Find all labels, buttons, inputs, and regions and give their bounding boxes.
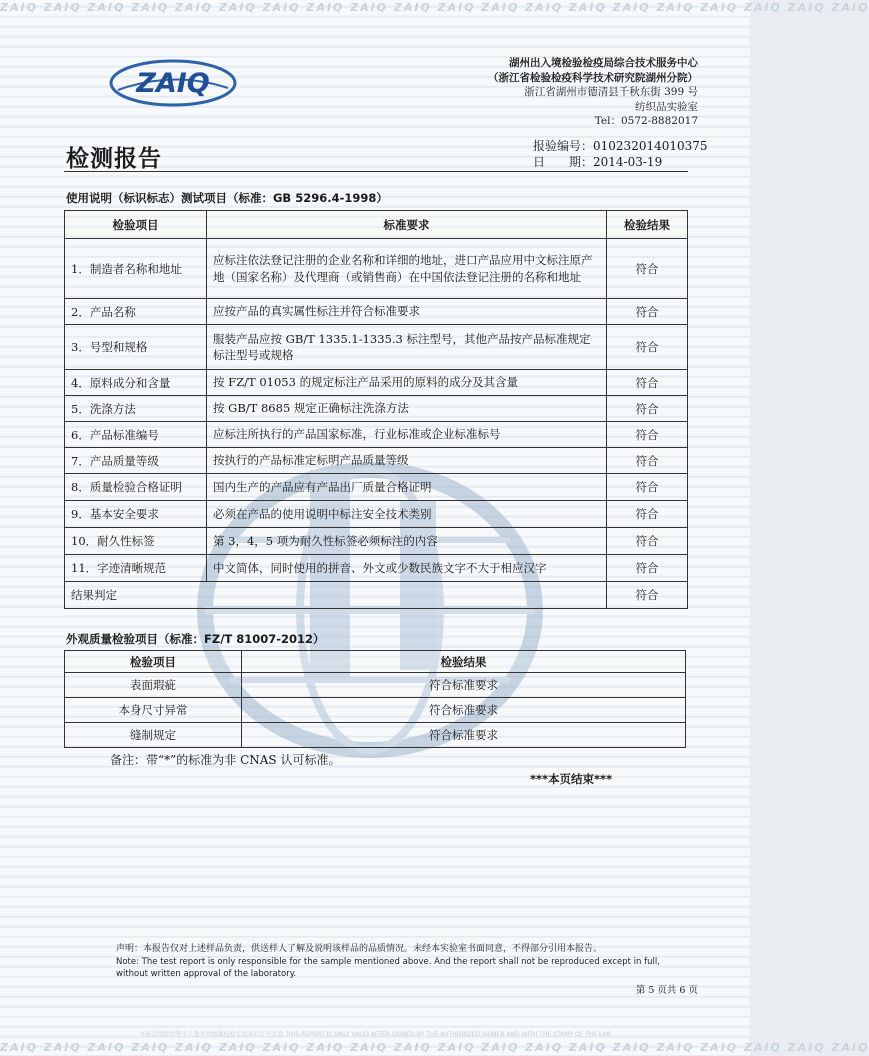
disclaimer-cn: 声明：本报告仅对上述样品负责，供送样人了解及说明该样品的品质情况。未经本实验室书面同意，不得部分引用本报告。: [116, 944, 603, 954]
table-row: [65, 474, 688, 501]
row-result: 符合: [607, 448, 688, 474]
row-item: 1．制造者名称和地址: [65, 239, 207, 299]
table-row: [65, 239, 688, 299]
row-requirement: 服装产品应按 GB/T 1335.1-1335.3 标注型号，其他产品按产品标准规定标注型号或规格: [207, 325, 607, 370]
row-item: 表面瑕疵: [65, 673, 242, 698]
conclusion-result: 符合: [607, 582, 688, 609]
remark-note: 备注：带“*”的标准为非 CNAS 认可标准。: [110, 753, 341, 767]
row-result: 符合: [607, 370, 688, 396]
row-requirement: 按 GB/T 8685 规定正确标注洗涤方法: [207, 396, 607, 422]
security-band-top: ZAIQ ZAIQ ZAIQ ZAIQ ZAIQ ZAIQ ZAIQ ZAIQ ZAIQ ZAIQ ZAIQ ZAIQ ZAIQ ZAIQ ZAIQ ZAIQ ZAIQ ZAIQ ZAIQ ZAIQ: [0, 1, 869, 14]
labeling-test-table: [64, 210, 688, 609]
row-requirement: 按执行的产品标准定标明产品质量等级: [207, 448, 607, 474]
col-header-result: 检验结果: [242, 651, 686, 673]
disclaimer-en-2: without written approval of the laboratory.: [116, 969, 297, 979]
row-item: 4．原料成分和含量: [65, 370, 207, 396]
report-date: 2014-03-19: [593, 155, 663, 169]
zaiq-logo: [108, 58, 238, 108]
row-item: 10．耐久性标签: [65, 528, 207, 555]
section1-title: 使用说明（标识标志）测试项目（标准：GB 5296.4-1998）: [66, 191, 388, 205]
row-requirement: 国内生产的产品应有产品出厂质量合格证明: [207, 474, 607, 501]
row-requirement: 中文简体，同时使用的拼音、外文或少数民族文字不大于相应汉字: [207, 555, 607, 582]
row-item: 6．产品标准编号: [65, 422, 207, 448]
conclusion-row: [65, 582, 688, 609]
conclusion-label: 结果判定: [65, 582, 607, 609]
table-row: [65, 448, 688, 474]
report-date-label: 日 期：: [533, 155, 594, 169]
logo-text: ZAIQ: [136, 68, 210, 99]
org-name: 湖州出入境检验检疫局综合技术服务中心: [509, 57, 698, 69]
page-end-mark: ***本页结束***: [530, 772, 613, 786]
col-header-requirement: 标准要求: [207, 211, 607, 239]
organization-info: [488, 56, 698, 129]
report-title: 检测报告: [66, 146, 162, 172]
disclaimer-en-1: Note: The test report is only responsible for the sample mentioned above. And the report shall not be reproduced except in full,: [116, 956, 660, 967]
title-divider: [64, 171, 688, 172]
table-row: [65, 325, 688, 370]
table-row: [65, 528, 688, 555]
org-subname: （浙江省检验检疫科学技术研究院湖州分院）: [488, 71, 698, 84]
page-number: 第 5 页共 6 页: [635, 985, 698, 996]
row-result: 符合标准要求: [242, 698, 686, 723]
row-result: 符合: [607, 474, 688, 501]
row-result: 符合: [607, 239, 688, 299]
row-item: 8．质量检验合格证明: [65, 474, 207, 501]
table-row: [65, 396, 688, 422]
report-number-label: 报验编号：: [533, 139, 594, 153]
row-requirement: 按 FZ/T 01053 的规定标注产品采用的原料的成分及其含量: [207, 370, 607, 396]
row-requirement: 第 3，4，5 项为耐久性标签必须标注的内容: [207, 528, 607, 555]
org-address: 浙江省湖州市德清县千秋东街 399 号: [524, 86, 698, 98]
col-header-item: 检验项目: [65, 211, 207, 239]
row-result: 符合: [607, 396, 688, 422]
table-row: [65, 501, 688, 528]
table-row: [65, 723, 686, 748]
row-result: 符合: [607, 555, 688, 582]
row-item: 5．洗涤方法: [65, 396, 207, 422]
row-item: 11．字迹清晰规范: [65, 555, 207, 582]
row-item: 3．号型和规格: [65, 325, 207, 370]
row-item: 7．产品质量等级: [65, 448, 207, 474]
disclaimer: [116, 943, 660, 981]
row-result: 符合: [607, 325, 688, 370]
row-requirement: 应标注依法登记注册的企业名称和详细的地址，进口产品应用中文标注原产地（国家名称）及代理商（或销售商）在中国依法登记注册的名称和地址: [207, 239, 607, 299]
row-requirement: 应标注所执行的产品国家标准，行业标准或企业标准标号: [207, 422, 607, 448]
appearance-test-table: [64, 650, 686, 748]
org-phone: Tel：0572-8882017: [594, 115, 698, 127]
row-result: 符合标准要求: [242, 673, 686, 698]
security-band-bottom: ZAIQ ZAIQ ZAIQ ZAIQ ZAIQ ZAIQ ZAIQ ZAIQ ZAIQ ZAIQ ZAIQ ZAIQ ZAIQ ZAIQ ZAIQ ZAIQ ZAIQ ZAIQ ZAIQ ZAIQ: [0, 1041, 869, 1054]
section2-title: 外观质量检验项目（标准：FZ/T 81007-2012）: [66, 632, 325, 646]
row-result: 符合: [607, 528, 688, 555]
row-item: 缝制规定: [65, 723, 242, 748]
row-requirement: 必须在产品的使用说明中标注安全技术类别: [207, 501, 607, 528]
row-requirement: 应按产品的真实属性标注并符合标准要求: [207, 299, 607, 325]
row-item: 2．产品名称: [65, 299, 207, 325]
row-item: 9．基本安全要求: [65, 501, 207, 528]
table-row: [65, 299, 688, 325]
report-number: 010232014010375: [593, 139, 708, 153]
table-row: [65, 555, 688, 582]
row-result: 符合标准要求: [242, 723, 686, 748]
col-header-result: 检验结果: [607, 211, 688, 239]
table-row: [65, 370, 688, 396]
report-meta: [533, 138, 708, 170]
table-row: [65, 422, 688, 448]
validity-strip: 本报告经授权签字人签字并加盖检验专用章后方可生效 THIS REPORT IS ONLY VALID AFTER SIGNED BY THE AUTHORIZED SIGNER AND WITH THE STAMP OF THE LAB: [139, 1031, 611, 1038]
row-result: 符合: [607, 299, 688, 325]
col-header-item: 检验项目: [65, 651, 242, 673]
row-item: 本身尺寸异常: [65, 698, 242, 723]
org-lab: 纺织品实验室: [635, 100, 698, 113]
table-row: [65, 698, 686, 723]
row-result: 符合: [607, 501, 688, 528]
row-result: 符合: [607, 422, 688, 448]
table-row: [65, 673, 686, 698]
